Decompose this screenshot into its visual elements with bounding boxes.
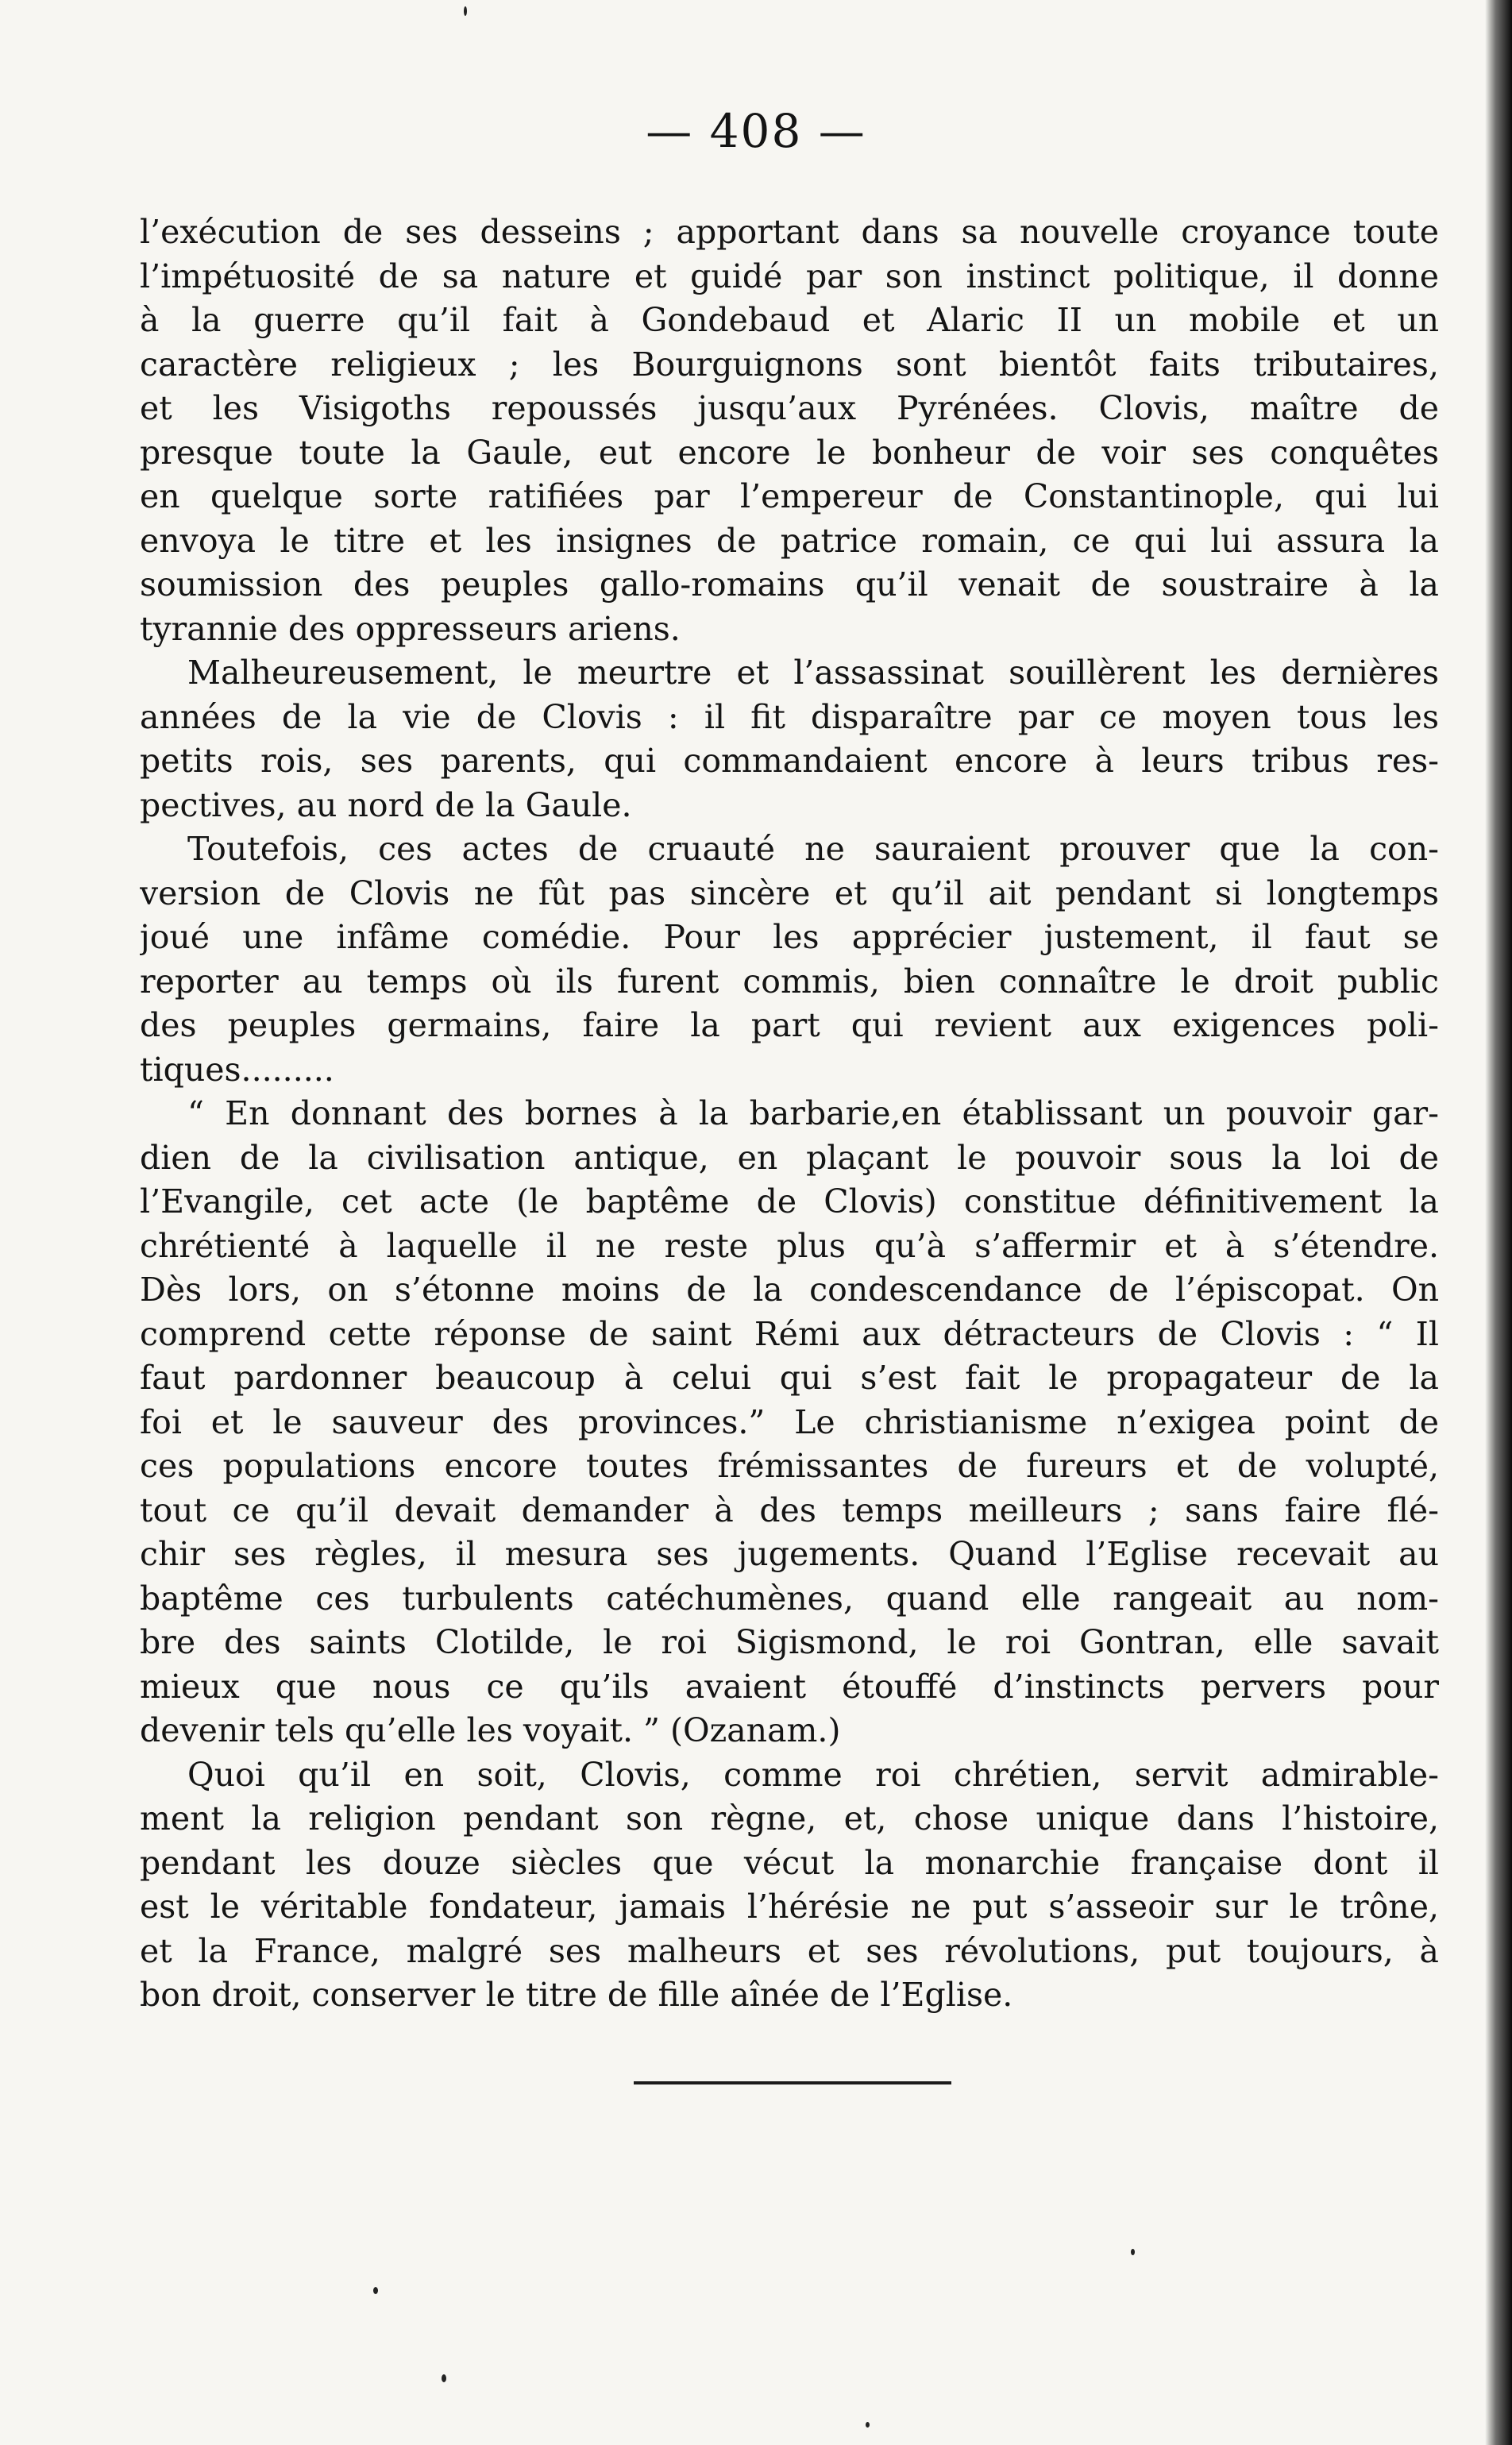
text-line: l’impétuosité de sa nature et guidé par son instinct politique, il donne <box>140 256 1439 295</box>
text-line: Toutefois, ces actes de cruauté ne sauraient prouver que la con- <box>187 830 1439 868</box>
text-line: et les Visigoths repoussés jusqu’aux Pyrénées. Clovis, maître de <box>140 389 1439 427</box>
text-line: petits rois, ses parents, qui commandaient encore à leurs tribus res- <box>140 742 1439 780</box>
page-edge-shadow <box>1485 0 1512 2445</box>
print-speck <box>373 2287 378 2294</box>
text-line: l’Evangile, cet acte (le baptême de Clovis) constitue définitivement la <box>140 1182 1439 1221</box>
text-line: tout ce qu’il devait demander à des temps meilleurs ; sans faire flé- <box>140 1491 1439 1529</box>
body-text <box>140 210 1439 2018</box>
print-speck <box>1131 2249 1135 2255</box>
text-line: ment la religion pendant son règne, et, chose unique dans l’histoire, <box>140 1799 1439 1838</box>
text-line: bon droit, conserver le titre de fille aînée de l’Eglise. <box>140 1976 1013 2014</box>
text-line: presque toute la Gaule, eut encore le bonheur de voir ses conquêtes <box>140 433 1439 472</box>
text-line: Quoi qu’il en soit, Clovis, comme roi chrétien, servit admirable- <box>187 1755 1439 1794</box>
text-line: en quelque sorte ratifiées par l’empereur de Constantinople, qui lui <box>140 477 1439 515</box>
text-line: l’exécution de ses desseins ; apportant dans sa nouvelle croyance toute <box>140 213 1439 251</box>
text-line: ces populations encore toutes frémissantes de fureurs et de volupté, <box>140 1447 1439 1485</box>
text-line: “ En donnant des bornes à la barbarie,en établissant un pouvoir gar- <box>187 1094 1439 1132</box>
text-line: est le véritable fondateur, jamais l’hérésie ne put s’asseoir sur le trône, <box>140 1888 1439 1926</box>
page-number: — 408 — <box>646 104 866 158</box>
text-line: années de la vie de Clovis : il fit disparaître par ce moyen tous les <box>140 697 1439 736</box>
text-line: comprend cette réponse de saint Rémi aux détracteurs de Clovis : “ Il <box>140 1314 1439 1353</box>
text-line: tiques......... <box>140 1050 334 1089</box>
text-line: caractère religieux ; les Bourguignons sont bientôt faits tributaires, <box>140 345 1439 384</box>
text-line: dien de la civilisation antique, en plaçant le pouvoir sous la loi de <box>140 1138 1439 1177</box>
text-line: tyrannie des oppresseurs ariens. <box>140 609 681 648</box>
text-line: envoya le titre et les insignes de patrice romain, ce qui lui assura la <box>140 521 1439 560</box>
text-line: devenir tels qu’elle les voyait. ” (Ozanam.) <box>140 1711 841 1749</box>
print-speck <box>866 2422 870 2428</box>
closing-rule <box>634 2081 951 2084</box>
text-line: reporter au temps où ils furent commis, bien connaître le droit public <box>140 962 1439 1001</box>
text-line: faut pardonner beaucoup à celui qui s’est fait le propagateur de la <box>140 1359 1439 1397</box>
text-line: chrétienté à laquelle il ne reste plus qu’à s’affermir et à s’étendre. <box>140 1226 1439 1265</box>
text-line: Malheureusement, le meurtre et l’assassinat souillèrent les dernières <box>187 654 1439 692</box>
text-line: pendant les douze siècles que vécut la monarchie française dont il <box>140 1843 1439 1882</box>
print-speck <box>464 6 467 16</box>
text-line: à la guerre qu’il fait à Gondebaud et Alaric II un mobile et un <box>140 301 1439 339</box>
text-line: des peuples germains, faire la part qui revient aux exigences poli- <box>140 1006 1439 1044</box>
text-line: joué une infâme comédie. Pour les apprécier justement, il faut se <box>140 918 1439 956</box>
text-line: bre des saints Clotilde, le roi Sigismond, le roi Gontran, elle savait <box>140 1623 1439 1661</box>
text-line: chir ses règles, il mesura ses jugements. Quand l’Eglise recevait au <box>140 1535 1439 1573</box>
text-line: foi et le sauveur des provinces.” Le christianisme n’exigea point de <box>140 1402 1439 1441</box>
text-line: Dès lors, on s’étonne moins de la condescendance de l’épiscopat. On <box>140 1271 1439 1309</box>
text-line: version de Clovis ne fût pas sincère et qu’il ait pendant si longtemps <box>140 873 1439 912</box>
text-line: soumission des peuples gallo-romains qu’il venait de soustraire à la <box>140 565 1439 604</box>
text-line: mieux que nous ce qu’ils avaient étouffé d’instincts pervers pour <box>140 1667 1439 1706</box>
text-line: pectives, au nord de la Gaule. <box>140 785 632 824</box>
text-line: baptême ces turbulents catéchumènes, quand elle rangeait au nom- <box>140 1579 1439 1618</box>
text-line: et la France, malgré ses malheurs et ses révolutions, put toujours, à <box>140 1931 1439 1970</box>
print-speck <box>442 2374 446 2382</box>
